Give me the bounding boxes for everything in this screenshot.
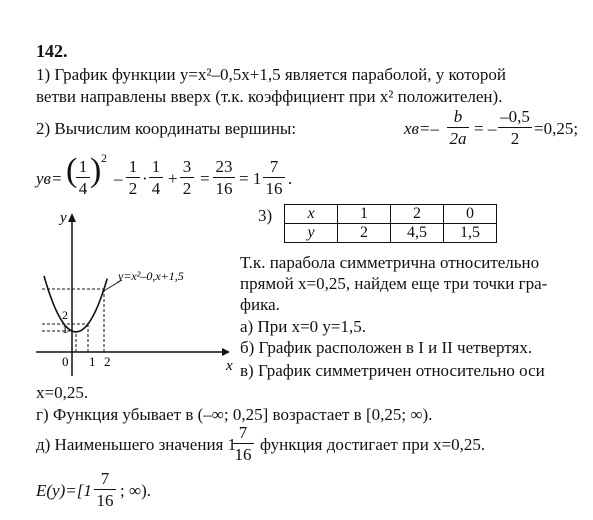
paren-close: ) xyxy=(90,152,102,189)
frac-denominator: 2 xyxy=(510,129,520,148)
x-axis-arrow xyxy=(222,348,230,356)
frac-denominator: 2 xyxy=(182,179,192,198)
paren-open: ( xyxy=(66,152,78,189)
frac-denominator: 16 xyxy=(215,179,233,198)
axes xyxy=(36,213,230,376)
tick-y-1: 1 xyxy=(62,322,68,336)
yv-dot: · xyxy=(142,169,148,188)
text-line: x=0,25. xyxy=(36,383,89,402)
text-line: а) При x=0 y=1,5. xyxy=(240,317,367,336)
frac-numerator: 7 xyxy=(269,157,279,176)
table-cell: 2 xyxy=(391,205,444,224)
tick-x-2: 2 xyxy=(104,354,111,369)
eq-minus: = – xyxy=(474,119,497,138)
table-cell: 1,5 xyxy=(444,224,497,243)
text-line: в) График симметричен относительно оси xyxy=(240,361,545,380)
yv-plus: + xyxy=(168,169,178,188)
frac-numerator: –0,5 xyxy=(500,107,530,126)
frac-denominator: 2a xyxy=(449,129,467,148)
frac-numerator: 1 xyxy=(78,157,88,176)
origin-label: 0 xyxy=(62,354,69,369)
table-label: 3) xyxy=(258,206,273,225)
table-cell: x xyxy=(285,205,338,224)
yv-end: . xyxy=(288,169,293,188)
frac-denominator: 2 xyxy=(128,179,138,198)
frac-numerator: b xyxy=(453,107,463,126)
frac-numerator: 1 xyxy=(151,157,161,176)
y-axis-label: y xyxy=(60,210,67,226)
text-line: Т.к. парабола симметрична относительно xyxy=(240,253,540,272)
text-line: прямой x=0,25, найдем еще три точки гра- xyxy=(240,274,548,293)
vertex-intro: 2) Вычислим координаты вершины: xyxy=(36,119,297,138)
line-d-after: функция достигает при x=0,25. xyxy=(260,435,486,454)
x-axis-label: x xyxy=(226,358,233,374)
frac-numerator: 7 xyxy=(100,469,110,488)
line-d-before: д) Наименьшего значения 1 xyxy=(36,435,237,454)
frac-denominator: 4 xyxy=(78,179,88,198)
table-cell: y xyxy=(285,224,338,243)
line-e-before: E(y)=[1 xyxy=(36,481,92,500)
xv-label: xв=– xyxy=(404,119,439,138)
yv-power: 2 xyxy=(101,151,107,165)
table-cell: 2 xyxy=(338,224,391,243)
frac-denominator: 16 xyxy=(265,179,283,198)
line-e-after: ; ∞). xyxy=(120,481,152,500)
table-cell: 0 xyxy=(444,205,497,224)
table-cell: 4,5 xyxy=(391,224,444,243)
frac-numerator: 1 xyxy=(128,157,138,176)
y-axis-arrow xyxy=(68,213,76,222)
tick-x-1: 1 xyxy=(89,354,96,369)
paragraph1-line1: 1) График функции y=x²–0,5x+1,5 является параболой, у которой xyxy=(36,65,506,84)
xv-result: =0,25; xyxy=(534,119,579,138)
frac-numerator: 7 xyxy=(238,423,248,442)
curve-label: y=x²–0,x+1,5 xyxy=(118,269,184,283)
frac-denominator: 4 xyxy=(151,179,161,198)
table-cell: 1 xyxy=(338,205,391,224)
tick-y-2: 2 xyxy=(62,308,68,322)
frac-denominator: 16 xyxy=(234,445,252,464)
yv-eq2: = 1 xyxy=(239,169,262,188)
paragraph1-line2: ветви направлены вверх (т.к. коэффициент при x² положителен). xyxy=(36,87,503,106)
yv-minus: – xyxy=(114,169,123,188)
frac-denominator: 16 xyxy=(96,491,114,510)
frac-numerator: 23 xyxy=(215,157,233,176)
yv-label: yв= xyxy=(36,169,63,188)
text-line: фика. xyxy=(240,295,280,314)
line-g: г) Функция убывает в (–∞; 0,25] возрастает в [0,25; ∞). xyxy=(36,405,433,424)
yv-eq: = xyxy=(200,169,210,188)
text-line: б) График расположен в I и II четвертях. xyxy=(240,338,533,357)
problem-number: 142. xyxy=(36,41,68,61)
frac-numerator: 3 xyxy=(182,157,192,176)
